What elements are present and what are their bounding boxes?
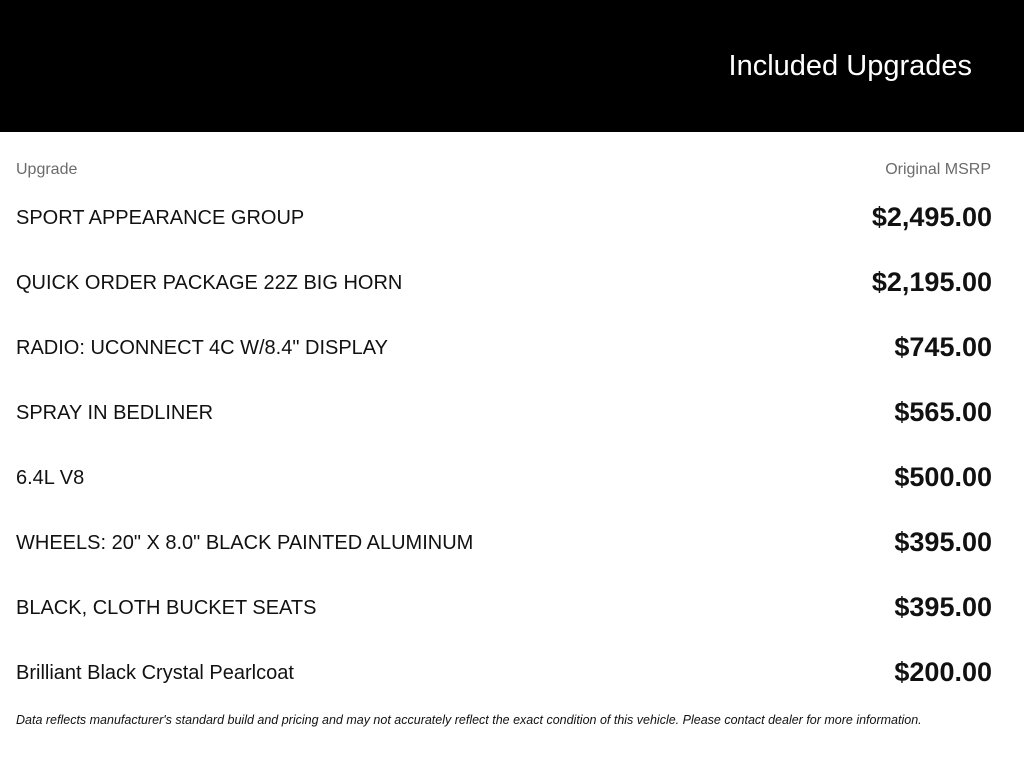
upgrade-row [0,575,1024,640]
disclaimer-text: Data reflects manufacturer's standard build and pricing and may not accurately reflect the exact condition of this vehicle. Please contact dealer for more information. [16,713,922,727]
upgrade-price: $395.00 [894,592,992,622]
upgrade-name: QUICK ORDER PACKAGE 22Z BIG HORN [16,272,403,294]
page-title: Included Upgrades [728,50,972,82]
upgrade-name: WHEELS: 20" X 8.0" BLACK PAINTED ALUMINUM [16,532,474,554]
header-banner [0,0,1024,132]
upgrade-price: $565.00 [894,397,992,427]
upgrade-name: BLACK, CLOTH BUCKET SEATS [16,597,317,619]
upgrade-row [0,445,1024,510]
upgrade-row [0,380,1024,445]
upgrade-row [0,510,1024,575]
upgrade-price: $745.00 [894,332,992,362]
upgrade-row [0,185,1024,250]
upgrade-name: SPORT APPEARANCE GROUP [16,207,305,229]
upgrade-name: Brilliant Black Crystal Pearlcoat [16,662,294,684]
upgrade-price: $395.00 [894,527,992,557]
upgrade-row [0,250,1024,315]
column-header-upgrade: Upgrade [16,161,78,178]
upgrade-name: 6.4L V8 [16,467,85,489]
column-header-msrp: Original MSRP [885,161,991,178]
upgrade-price: $200.00 [894,657,992,687]
upgrade-price: $2,195.00 [871,267,992,297]
upgrade-name: SPRAY IN BEDLINER [16,402,214,424]
upgrade-name: RADIO: UCONNECT 4C W/8.4" DISPLAY [16,337,388,359]
upgrade-row [0,315,1024,380]
upgrade-row [0,640,1024,705]
upgrades-table [0,185,1024,705]
upgrade-price: $2,495.00 [871,202,992,232]
upgrade-price: $500.00 [894,462,992,492]
